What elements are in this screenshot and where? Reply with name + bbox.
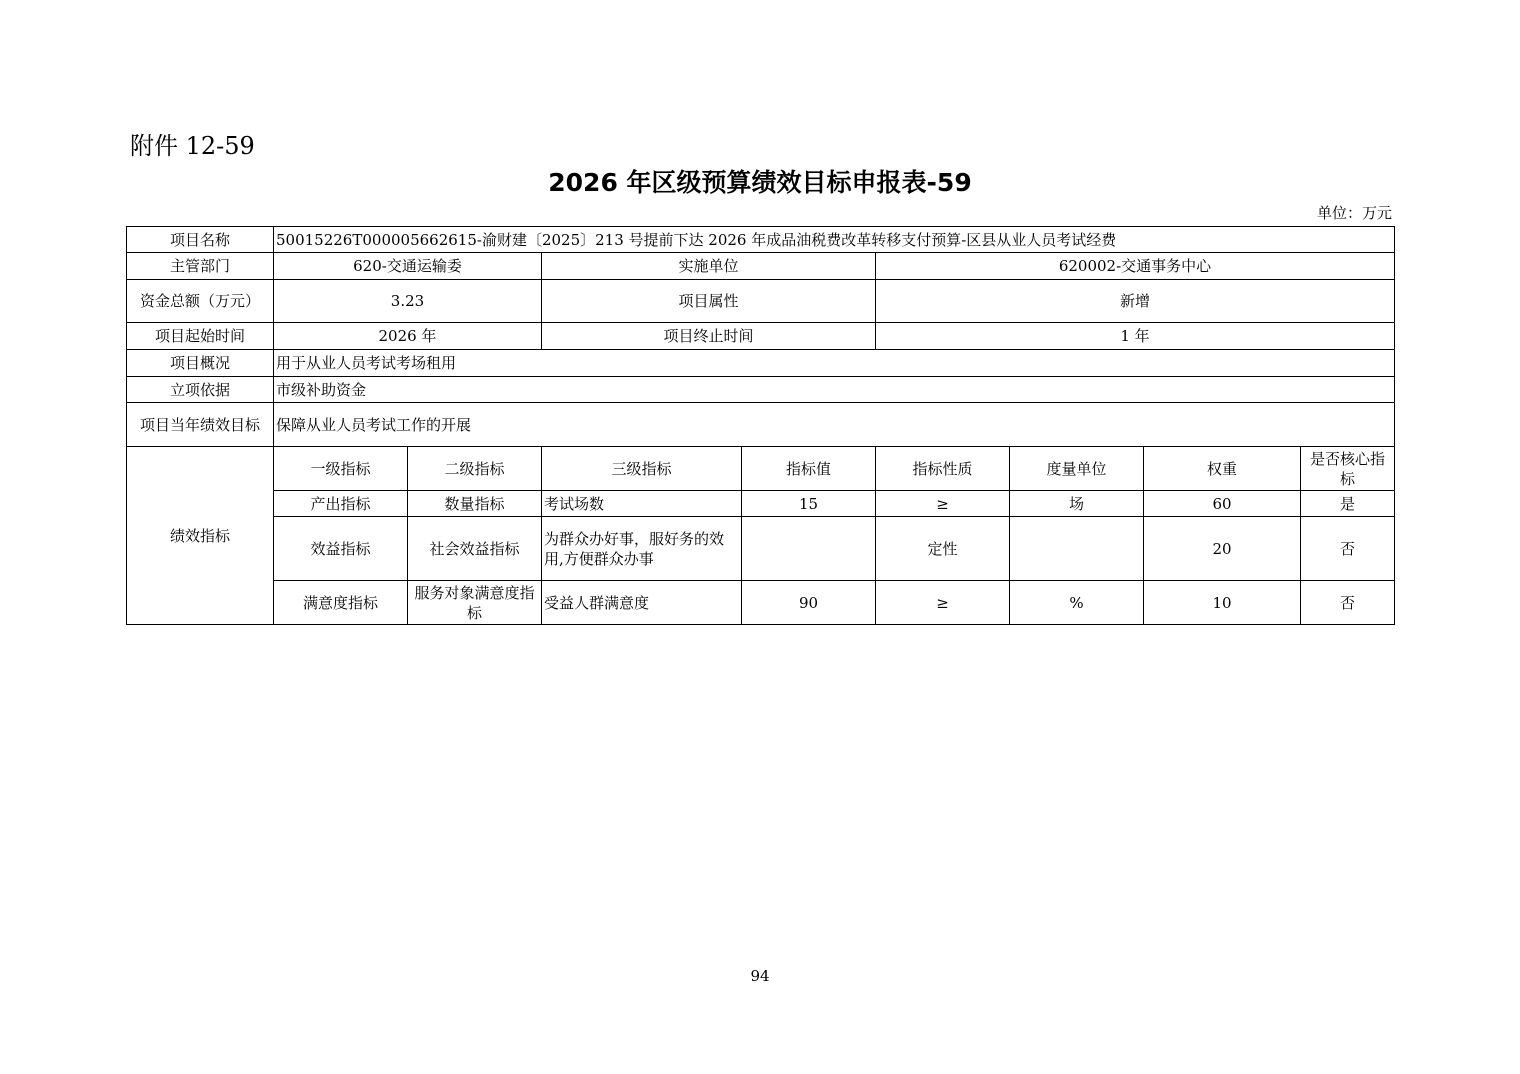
impl-value: 620002-交通事务中心 bbox=[876, 253, 1395, 280]
project-name-label: 项目名称 bbox=[127, 227, 274, 253]
header-cell: 是否核心指标 bbox=[1301, 447, 1395, 491]
table-cell: 效益指标 bbox=[274, 517, 408, 581]
table-cell: 20 bbox=[1144, 517, 1301, 581]
header-cell: 一级指标 bbox=[274, 447, 408, 491]
table-cell: ≥ bbox=[876, 581, 1010, 625]
table-cell: 为群众办好事，服好务的效用,方便群众办事 bbox=[542, 517, 742, 581]
table-row bbox=[127, 323, 1395, 350]
table-cell: 考试场数 bbox=[542, 491, 742, 517]
header-cell: 指标性质 bbox=[876, 447, 1010, 491]
impl-label: 实施单位 bbox=[542, 253, 876, 280]
table-row bbox=[127, 491, 1395, 517]
table-cell: 否 bbox=[1301, 517, 1395, 581]
table-row bbox=[127, 253, 1395, 280]
table-row bbox=[127, 517, 1395, 581]
dept-label: 主管部门 bbox=[127, 253, 274, 280]
table-cell: 15 bbox=[742, 491, 876, 517]
attachment-label: 附件 12-59 bbox=[130, 132, 255, 160]
table-cell: 定性 bbox=[876, 517, 1010, 581]
table-cell: 数量指标 bbox=[408, 491, 542, 517]
start-value: 2026 年 bbox=[274, 323, 542, 350]
table-cell: 90 bbox=[742, 581, 876, 625]
table-cell: 服务对象满意度指标 bbox=[408, 581, 542, 625]
fund-value: 3.23 bbox=[274, 280, 542, 323]
goal-value: 保障从业人员考试工作的开展 bbox=[274, 403, 1395, 447]
table-cell bbox=[742, 517, 876, 581]
header-cell: 指标值 bbox=[742, 447, 876, 491]
table-cell: 10 bbox=[1144, 581, 1301, 625]
overview-label: 项目概况 bbox=[127, 350, 274, 377]
attr-value: 新增 bbox=[876, 280, 1395, 323]
header-cell: 二级指标 bbox=[408, 447, 542, 491]
table-cell: 社会效益指标 bbox=[408, 517, 542, 581]
table-cell: % bbox=[1010, 581, 1144, 625]
table-cell: 受益人群满意度 bbox=[542, 581, 742, 625]
table-cell: ≥ bbox=[876, 491, 1010, 517]
table-row bbox=[127, 280, 1395, 323]
table-row bbox=[127, 377, 1395, 403]
dept-value: 620-交通运输委 bbox=[274, 253, 542, 280]
table-row bbox=[127, 403, 1395, 447]
table-row bbox=[127, 350, 1395, 377]
basis-value: 市级补助资金 bbox=[274, 377, 1395, 403]
table-cell bbox=[1010, 517, 1144, 581]
table-row bbox=[127, 581, 1395, 625]
header-cell: 三级指标 bbox=[542, 447, 742, 491]
end-label: 项目终止时间 bbox=[542, 323, 876, 350]
fund-label: 资金总额（万元） bbox=[127, 280, 274, 323]
page-title: 2026 年区级预算绩效目标申报表-59 bbox=[548, 168, 972, 197]
overview-value: 用于从业人员考试考场租用 bbox=[274, 350, 1395, 377]
table-cell: 否 bbox=[1301, 581, 1395, 625]
table-cell: 满意度指标 bbox=[274, 581, 408, 625]
indicators-section-label: 绩效指标 bbox=[127, 447, 274, 625]
table-cell: 60 bbox=[1144, 491, 1301, 517]
header-cell: 度量单位 bbox=[1010, 447, 1144, 491]
start-label: 项目起始时间 bbox=[127, 323, 274, 350]
end-value: 1 年 bbox=[876, 323, 1395, 350]
performance-target-table bbox=[126, 226, 1395, 625]
unit-label: 单位：万元 bbox=[1316, 204, 1392, 222]
goal-label: 项目当年绩效目标 bbox=[127, 403, 274, 447]
table-cell: 场 bbox=[1010, 491, 1144, 517]
table-cell: 产出指标 bbox=[274, 491, 408, 517]
table-row bbox=[127, 447, 1395, 491]
page-number: 94 bbox=[750, 967, 770, 985]
header-cell: 权重 bbox=[1144, 447, 1301, 491]
basis-label: 立项依据 bbox=[127, 377, 274, 403]
project-name-value: 50015226T000005662615-渝财建〔2025〕213 号提前下达 2026 年成品油税费改革转移支付预算-区县从业人员考试经费 bbox=[274, 227, 1395, 253]
table-row bbox=[127, 227, 1395, 253]
attr-label: 项目属性 bbox=[542, 280, 876, 323]
table-cell: 是 bbox=[1301, 491, 1395, 517]
